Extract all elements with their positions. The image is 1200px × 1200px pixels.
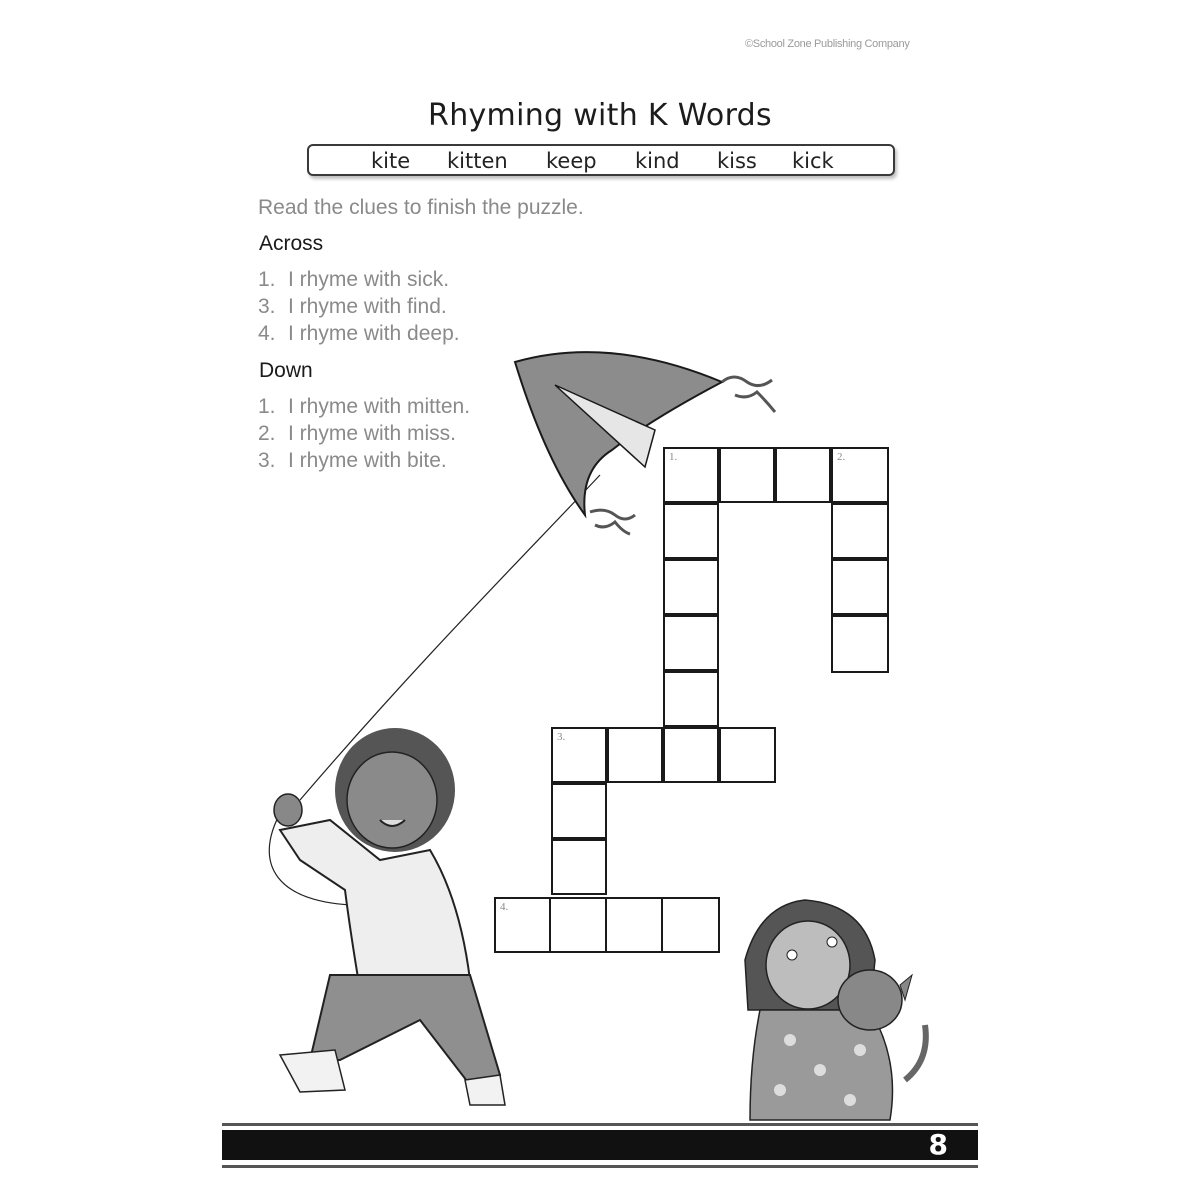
across-clue-1: 1. I rhyme with sick. xyxy=(258,268,450,291)
crossword-cell[interactable] xyxy=(551,783,607,839)
crossword-cell[interactable]: 3. xyxy=(551,727,607,783)
crossword-cell[interactable] xyxy=(663,615,719,671)
page-title: Rhyming with K Words xyxy=(428,98,772,133)
girl-flying-kite-icon xyxy=(274,728,505,1105)
word-bank-item: kind xyxy=(635,149,680,173)
footer-bottom-rule xyxy=(222,1165,978,1168)
copyright-notice: ©School Zone Publishing Company xyxy=(745,38,910,50)
crossword-cell[interactable] xyxy=(775,447,831,503)
word-bank-item: kiss xyxy=(717,149,757,173)
down-heading: Down xyxy=(259,359,313,382)
footer-top-rule xyxy=(222,1123,978,1126)
crossword-cell[interactable] xyxy=(831,615,889,673)
crossword-cell[interactable] xyxy=(831,503,889,559)
down-clue-1: 1. I rhyme with mitten. xyxy=(258,395,471,418)
word-bank-item: kick xyxy=(792,149,834,173)
across-heading: Across xyxy=(259,232,324,255)
crossword-cell[interactable]: 4. xyxy=(494,897,551,953)
crossword-cell[interactable] xyxy=(663,727,719,783)
down-clue-3: 3. I rhyme with bite. xyxy=(258,449,447,472)
down-clue-2: 2. I rhyme with miss. xyxy=(258,422,457,445)
crossword-cell[interactable]: 2. xyxy=(831,447,889,503)
crossword-cell[interactable] xyxy=(661,897,720,953)
crossword-cell[interactable] xyxy=(719,447,775,503)
girl-holding-cat-icon xyxy=(745,900,926,1120)
word-bank-item: keep xyxy=(546,149,597,173)
crossword-cell[interactable] xyxy=(663,559,719,615)
across-clue-4: 4. I rhyme with deep. xyxy=(258,322,460,345)
across-clue-3: 3. I rhyme with find. xyxy=(258,295,447,318)
instructions: Read the clues to finish the puzzle. xyxy=(258,196,584,219)
crossword-cell[interactable] xyxy=(605,897,663,953)
crossword-cell[interactable]: 1. xyxy=(663,447,719,503)
crossword-cell[interactable] xyxy=(551,839,607,895)
crossword-cell[interactable] xyxy=(607,727,663,783)
kite-icon xyxy=(515,352,775,534)
crossword-cell[interactable] xyxy=(831,559,889,615)
crossword-cell[interactable] xyxy=(549,897,607,953)
page-number: 8 xyxy=(928,1128,948,1161)
word-bank-item: kitten xyxy=(447,149,508,173)
crossword-cell[interactable] xyxy=(663,503,719,559)
word-bank-item: kite xyxy=(371,149,411,173)
footer-bar xyxy=(222,1130,978,1160)
crossword-cell[interactable] xyxy=(663,671,719,727)
crossword-cell[interactable] xyxy=(719,727,776,783)
